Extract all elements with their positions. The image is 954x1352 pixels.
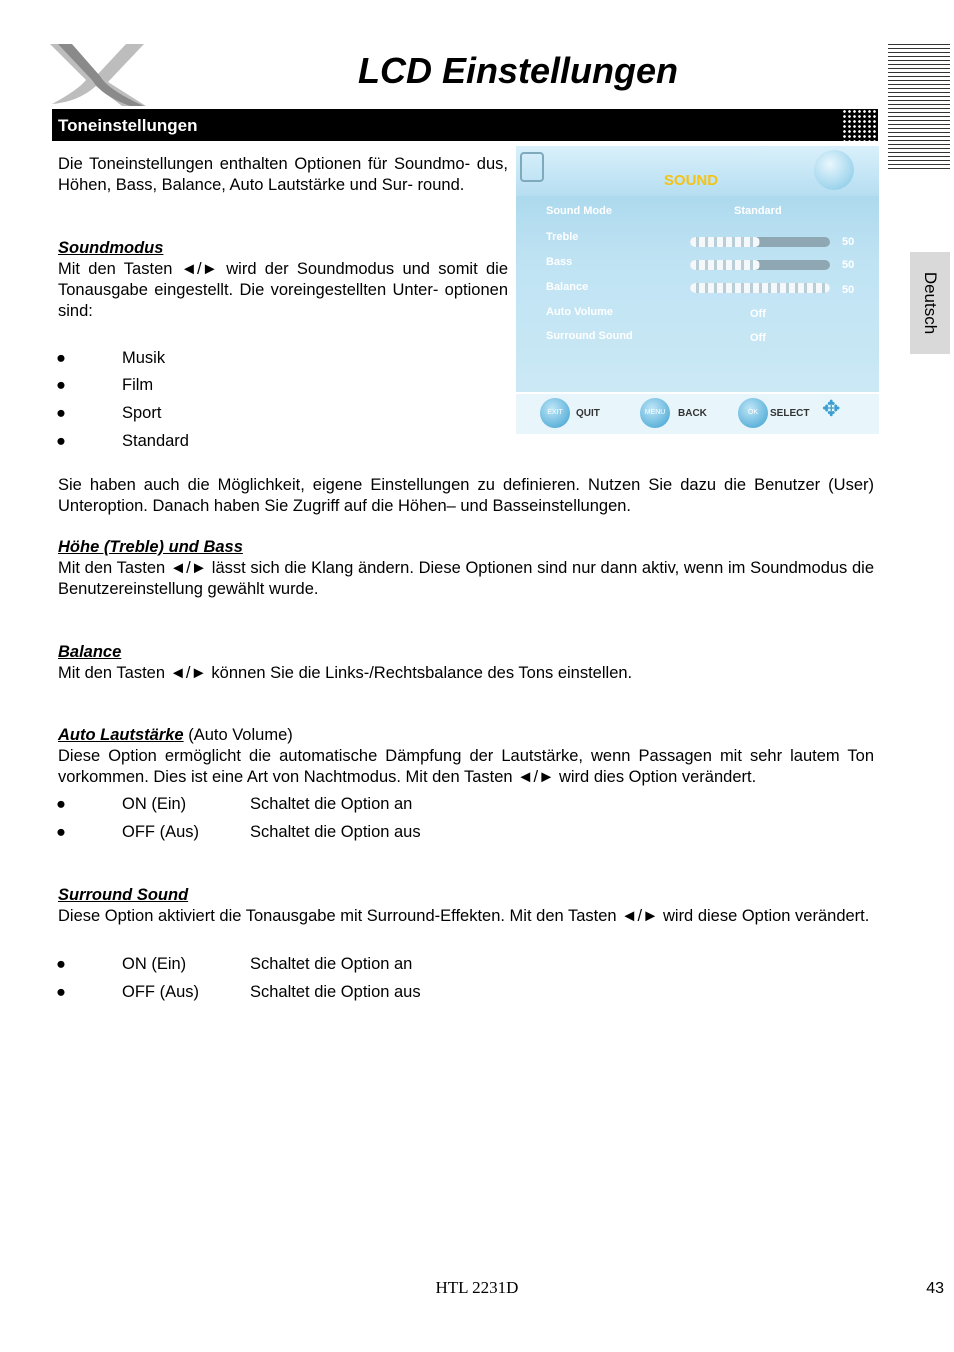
osd-row-value: 50: [842, 236, 855, 248]
soundmodus-text: Mit den Tasten ◄/► wird der Soundmodus und somit die Tonausgabe eingestellt. Die voreingestellten Unter- optionen sind:: [58, 260, 508, 320]
auto-volume-heading: Auto Lautstärke: [58, 726, 184, 744]
sound-menu-screenshot: [516, 146, 879, 434]
osd-slider: [690, 237, 830, 247]
option-desc: Schaltet die Option aus: [250, 823, 421, 841]
list-item: Musik: [122, 349, 166, 367]
page-number: 43: [926, 1280, 944, 1297]
bullet: ●: [56, 983, 66, 1001]
intro-text: Die Toneinstellungen enthalten Optionen für Soundmo- dus, Höhen, Bass, Balance, Auto Lautstärke und Sur- round.: [58, 155, 508, 194]
user-settings-text: Sie haben auch die Möglichkeit, eigene Einstellungen zu definieren. Nutzen Sie dazu die Benutzer (User) Unteroption. Danach haben Sie Zugriff auf die Höhen– und Basseinstellungen.: [58, 476, 874, 515]
osd-navigation-arrows-icon: ✥: [822, 396, 841, 421]
osd-ok-button-icon: OK: [738, 398, 768, 428]
balance-text: Mit den Tasten ◄/► können Sie die Links-/Rechtsbalance des Tons einstellen.: [58, 664, 633, 682]
osd-row-label: Auto Volume: [546, 306, 614, 318]
osd-row-label: Bass: [546, 256, 573, 268]
osd-button-action: QUIT: [576, 408, 600, 419]
treble-bass-heading: Höhe (Treble) und Bass: [58, 538, 243, 556]
osd-row-label: Surround Sound: [546, 330, 633, 342]
bullet: ●: [56, 795, 66, 813]
osd-slider-fill: [690, 260, 760, 270]
bullet: ●: [56, 823, 66, 841]
balance-heading: Balance: [58, 643, 122, 661]
osd-row-value: Off: [750, 332, 766, 344]
surround-text: Diese Option aktiviert die Tonausgabe mit Surround-Effekten. Mit den Tasten ◄/► wird diese Option verändert.: [58, 907, 870, 925]
osd-row-value: 50: [842, 284, 855, 296]
option-desc: Schaltet die Option an: [250, 795, 413, 813]
option-desc: Schaltet die Option aus: [250, 983, 421, 1001]
option-label: ON (Ein): [122, 795, 187, 813]
soundmodus-heading: Soundmodus: [58, 239, 164, 257]
osd-row-label: Sound Mode: [546, 205, 612, 217]
bullet: ●: [56, 349, 66, 367]
bullet: ●: [56, 432, 66, 450]
section-bar: [52, 109, 878, 141]
osd-slider-fill: [690, 237, 760, 247]
language-tab-label: Deutsch: [921, 271, 940, 335]
auto-volume-text: Diese Option ermöglicht die automatische Dämpfung der Lautstärke, wenn Passagen mit sehr lautem Ton vorkommen. Dies ist eine Art von Nachtmodus. Mit den Tasten ◄/► wird dies Option verändert.: [58, 747, 874, 786]
list-item: Film: [122, 376, 154, 394]
osd-slider: [690, 283, 830, 293]
page-title: LCD Einstellungen: [357, 50, 678, 91]
osd-button-action: SELECT: [770, 408, 810, 419]
osd-button-action: BACK: [678, 408, 707, 419]
option-label: OFF (Aus): [122, 823, 199, 841]
bullet: ●: [56, 376, 66, 394]
option-desc: Schaltet die Option an: [250, 955, 413, 973]
osd-slider: [690, 260, 830, 270]
language-tab: [910, 252, 950, 354]
osd-row-label: Balance: [546, 281, 589, 293]
model-number: HTL 2231D: [435, 1278, 519, 1297]
osd-title: SOUND: [663, 172, 719, 189]
list-item: Sport: [122, 404, 162, 422]
osd-row-value: Off: [750, 308, 766, 320]
bullet: ●: [56, 404, 66, 422]
osd-row-value: 50: [842, 259, 855, 271]
option-label: OFF (Aus): [122, 983, 199, 1001]
section-title: Toneinstellungen: [58, 116, 198, 135]
surround-heading: Surround Sound: [58, 886, 189, 904]
brand-logo-icon: [48, 40, 148, 110]
option-label: ON (Ein): [122, 955, 187, 973]
auto-volume-heading-line: [58, 725, 293, 746]
osd-row-label: Treble: [546, 231, 579, 243]
treble-bass-text: Mit den Tasten ◄/► lässt sich die Klang ändern. Diese Optionen sind nur dann aktiv, wenn im Soundmodus die Benutzereinstellung gewählt wurde.: [58, 559, 874, 598]
auto-volume-heading-suffix: (Auto Volume): [183, 726, 293, 744]
osd-slider-fill: [690, 283, 830, 293]
dot-pattern: [842, 109, 878, 141]
osd-row-value: Standard: [734, 205, 782, 217]
osd-exit-button-icon: EXIT: [540, 398, 570, 428]
list-item: Standard: [122, 432, 189, 450]
bullet: ●: [56, 955, 66, 973]
osd-menu-button-icon: MENU: [640, 398, 670, 428]
decorative-stripes: [888, 44, 950, 172]
